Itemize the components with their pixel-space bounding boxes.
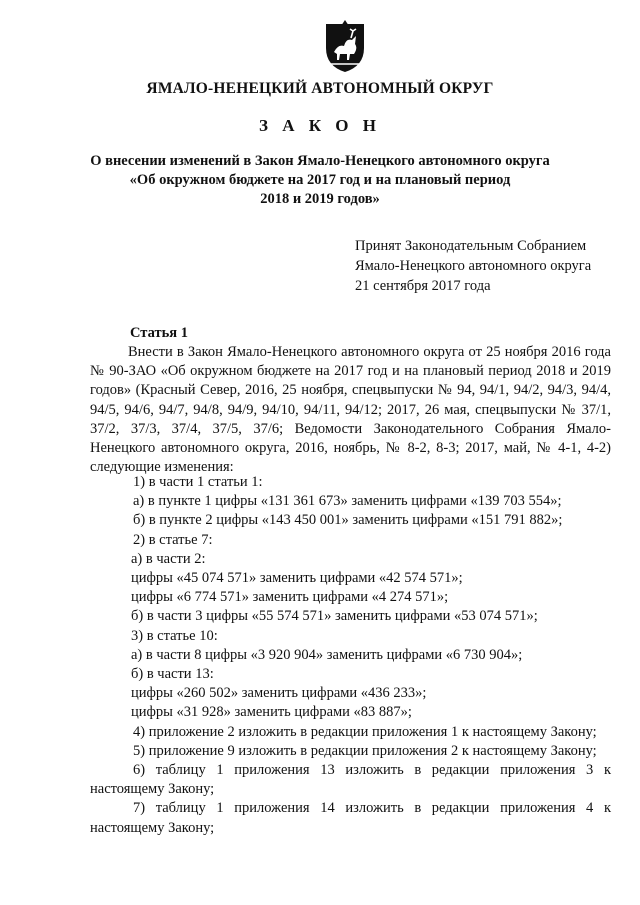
change-item: 2) в статье 7: — [133, 531, 213, 548]
document-type: З А К О Н — [258, 116, 382, 135]
law-title-line: «Об окружном бюджете на 2017 год и на плановый период — [129, 172, 511, 188]
change-item: б) в части 3 цифры «55 574 571» заменить цифрами «53 074 571»; — [131, 608, 538, 625]
change-item: цифры «45 074 571» заменить цифрами «42 574 571»; — [131, 570, 463, 587]
change-item: а) в части 2: — [131, 550, 206, 567]
law-title-line: О внесении изменений в Закон Ямало-Ненецкого автономного округа — [90, 153, 550, 169]
change-item: 4) приложение 2 изложить в редакции приложения 1 к настоящему Закону; — [133, 723, 597, 740]
change-item: 7) таблицу 1 приложения 14 изложить в редакции приложения 4 к настоящему Закону; — [90, 800, 611, 836]
law-title — [70, 152, 570, 209]
change-item: цифры «6 774 571» заменить цифрами «4 274 571»; — [131, 589, 449, 606]
change-item: цифры «260 502» заменить цифрами «436 233»; — [131, 685, 427, 702]
change-item: 1) в части 1 статьи 1: — [133, 474, 263, 490]
change-item: б) в части 13: — [131, 666, 214, 683]
adoption-date: 21 сентября 2017 года — [355, 278, 491, 294]
change-item: цифры «31 928» заменить цифрами «83 887»; — [131, 704, 412, 721]
change-item: 6) таблицу 1 приложения 13 изложить в редакции приложения 3 к настоящему Закону; — [90, 762, 611, 798]
region-heading: ЯМАЛО-НЕНЕЦКИЙ АВТОНОМНЫЙ ОКРУГ — [146, 80, 494, 97]
change-item: а) в пункте 1 цифры «131 361 673» заменить цифрами «139 703 554»; — [133, 493, 562, 510]
change-item: 3) в статье 10: — [131, 627, 218, 644]
yamal-coat-of-arms-icon — [322, 18, 368, 74]
adoption-line: Ямало-Ненецкого автономного округа — [355, 258, 592, 274]
change-item: а) в части 8 цифры «3 920 904» заменить цифрами «6 730 904»; — [131, 646, 523, 663]
article-intro-paragraph: Внести в Закон Ямало-Ненецкого автономного округа от 25 ноября 2016 года № 90-ЗАО «Об окружном бюджете на 2017 год и на плановый период 2018 и 2019 годов» (Красный Север, 2016, 25 ноября, спецвыпуски № 94, 94/1, 94/2, 94/3, 94/4, 94/5, 94/6, 94/7, 94/8, 94/9, 94/10, 94/11, 94/12; 2017, 26 мая, спецвыпуски № 37/1, 37/2, 37/3, 37/4, 37/5, 37/6; Ведомости Законодательного Собрания Ямало-Ненецкого автономного округа, 2016, ноябрь, № 8-2, 8-3; 2017, май, № 4-1, 4-2) следующие изменения: — [90, 344, 611, 476]
change-item: 5) приложение 9 изложить в редакции приложения 2 к настоящему Закону; — [133, 742, 597, 759]
changes-list — [90, 473, 611, 838]
law-title-line: 2018 и 2019 годов» — [260, 191, 380, 207]
change-item: б) в пункте 2 цифры «143 450 001» заменить цифрами «151 791 882»; — [133, 512, 563, 529]
article-heading: Статья 1 — [130, 325, 188, 341]
adoption-line: Принят Законодательным Собранием — [355, 238, 587, 254]
adoption-note — [355, 236, 625, 296]
